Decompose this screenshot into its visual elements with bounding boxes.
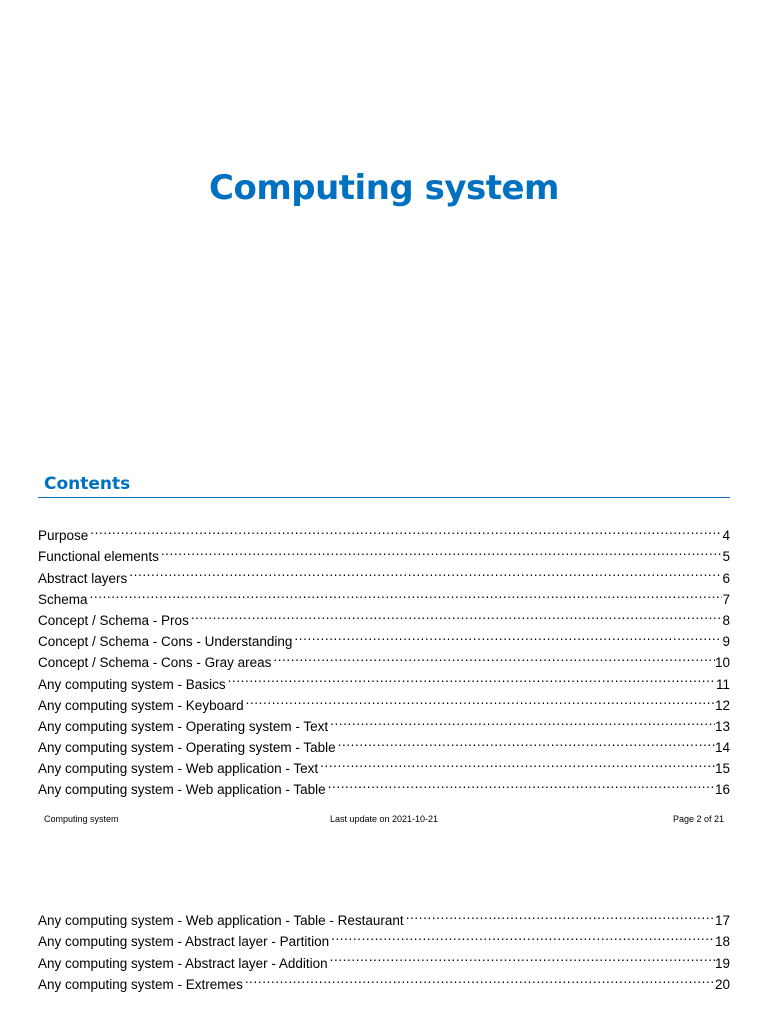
- toc-leader-dots: [226, 667, 716, 688]
- contents-heading: Contents: [44, 474, 131, 494]
- toc-entry-page: 9: [722, 634, 730, 650]
- toc-entry-label: Concept / Schema - Pros: [38, 612, 189, 628]
- toc-leader-dots: [127, 561, 722, 582]
- toc-leader-dots: [336, 731, 715, 752]
- toc-leader-dots: [271, 646, 715, 667]
- toc-entry-label: Any computing system - Web application - Table: [38, 782, 326, 798]
- toc-entry-label: Any computing system - Basics: [38, 676, 226, 692]
- toc-leader-dots: [243, 968, 715, 989]
- toc-entry-page: 11: [715, 676, 730, 692]
- toc-leader-dots: [326, 773, 715, 794]
- toc-leader-dots: [318, 752, 715, 773]
- toc-entry[interactable]: [38, 583, 730, 607]
- toc-entry-page: 13: [714, 718, 730, 734]
- toc-entry-page: 5: [722, 549, 730, 565]
- toc-entry-label: Any computing system - Web application - Table - Restaurant: [38, 913, 404, 929]
- toc-entry-label: Functional elements: [38, 549, 159, 565]
- toc-entry[interactable]: [38, 519, 730, 544]
- toc-entry-label: Any computing system - Abstract layer - Partition: [38, 934, 330, 950]
- toc-entry[interactable]: [38, 904, 730, 929]
- toc-leader-dots: [328, 710, 715, 731]
- footer-page-number: Page 2 of 21: [672, 814, 724, 824]
- toc-leader-dots: [328, 946, 715, 967]
- toc-entry-label: Any computing system - Abstract layer - Addition: [38, 955, 328, 971]
- toc-entry-page: 19: [714, 955, 730, 971]
- toc-entry-label: Any computing system - Keyboard: [38, 697, 244, 713]
- toc-entry-page: 14: [714, 740, 730, 756]
- toc-entry-page: 12: [714, 697, 730, 713]
- toc-entry-label: Any computing system - Operating system - Table: [38, 740, 336, 756]
- toc-entry-page: 7: [722, 591, 730, 607]
- toc-entry-page: 6: [722, 570, 730, 586]
- contents-divider: [38, 497, 730, 498]
- toc-entry-page: 4: [722, 528, 730, 544]
- toc-leader-dots: [244, 689, 715, 710]
- toc-entry-page: 10: [714, 655, 730, 671]
- toc-entry-page: 18: [714, 934, 730, 950]
- toc-list-page-3: [38, 904, 730, 992]
- toc-entry-label: Purpose: [38, 528, 89, 544]
- toc-leader-dots: [189, 604, 723, 625]
- toc-entry-label: Abstract layers: [38, 570, 128, 586]
- toc-entry-label: Schema: [38, 591, 88, 607]
- toc-entry-label: Any computing system - Operating system - Text: [38, 718, 329, 734]
- toc-leader-dots: [329, 925, 715, 946]
- toc-entry-label: Concept / Schema - Cons - Gray areas: [38, 655, 272, 671]
- toc-leader-dots: [88, 583, 723, 604]
- toc-entry-label: Concept / Schema - Cons - Understanding: [38, 634, 293, 650]
- toc-entry-page: 17: [714, 913, 730, 929]
- toc-entry-label: Any computing system - Web application - Text: [38, 761, 319, 777]
- toc-entry[interactable]: [38, 561, 730, 586]
- toc-leader-dots: [404, 904, 715, 925]
- toc-leader-dots: [159, 540, 723, 561]
- toc-entry[interactable]: [38, 604, 730, 628]
- toc-entry-page: 15: [714, 761, 730, 777]
- toc-leader-dots: [292, 625, 722, 646]
- toc-entry-page: 8: [722, 612, 730, 628]
- toc-entry-page: 20: [714, 976, 730, 992]
- toc-list-page-2: [38, 519, 730, 798]
- toc-entry-page: 16: [714, 782, 730, 798]
- footer-document-name: Computing system: [44, 814, 119, 824]
- toc-entry[interactable]: [38, 540, 730, 565]
- toc-leader-dots: [88, 519, 722, 540]
- document-title: Computing system: [209, 168, 559, 208]
- footer-last-update: Last update on 2021-10-21: [329, 814, 439, 824]
- toc-entry-label: Any computing system - Extremes: [38, 976, 243, 992]
